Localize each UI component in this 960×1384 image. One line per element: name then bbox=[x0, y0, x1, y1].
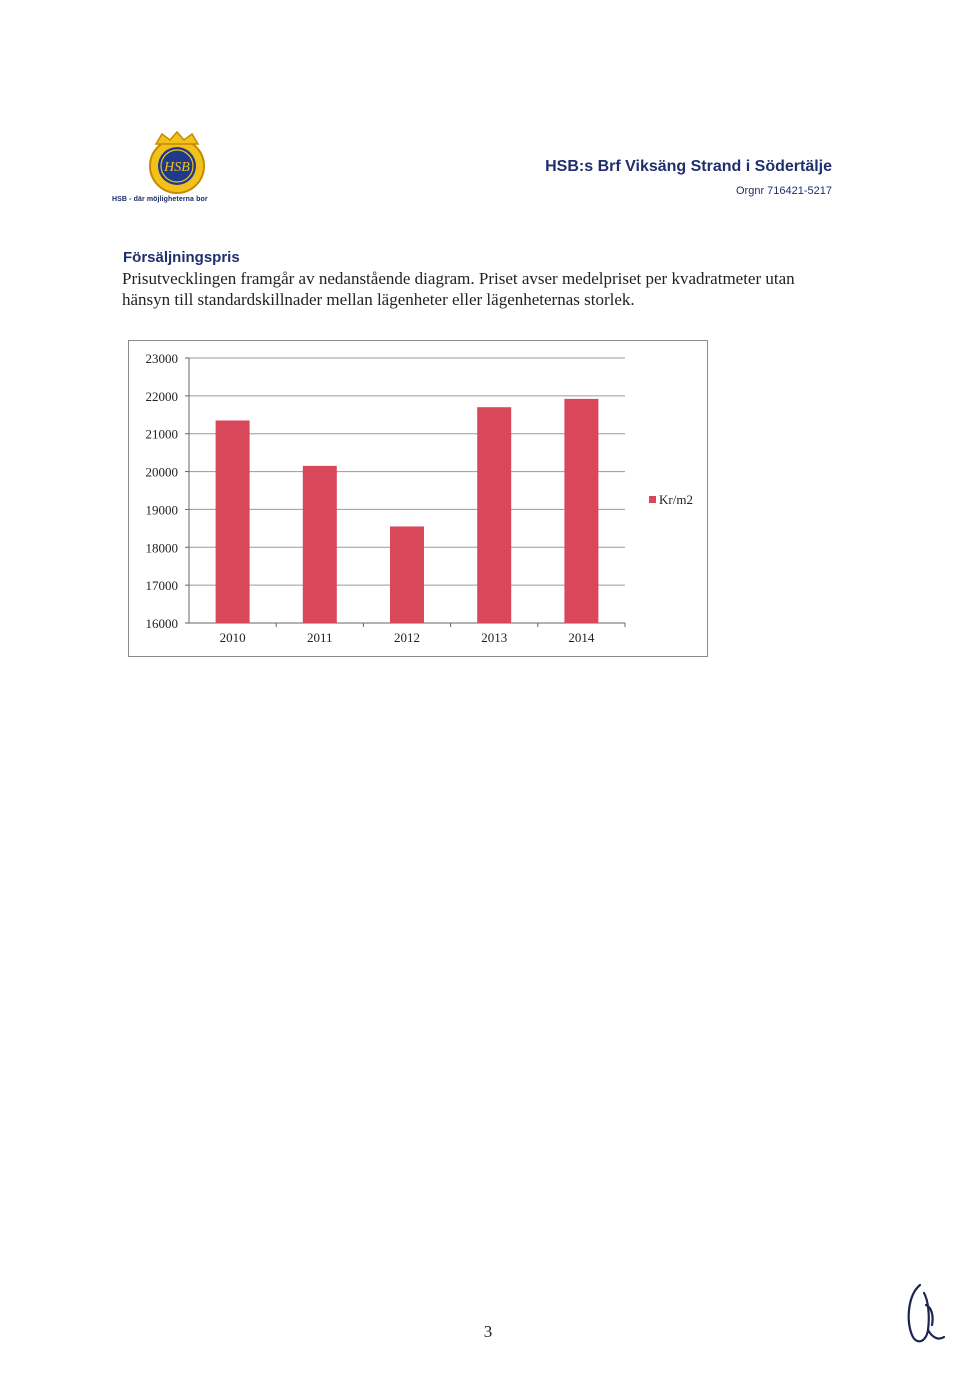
legend-label: Kr/m2 bbox=[659, 492, 693, 507]
organization-name: HSB:s Brf Viksäng Strand i Södertälje bbox=[545, 158, 832, 175]
y-tick-label: 23000 bbox=[145, 351, 178, 366]
x-tick-label: 2012 bbox=[394, 630, 420, 645]
x-tick-label: 2010 bbox=[219, 630, 246, 645]
legend-swatch bbox=[649, 496, 656, 503]
bar bbox=[477, 407, 511, 623]
hsb-logo bbox=[112, 130, 252, 212]
y-tick-label: 16000 bbox=[145, 616, 178, 631]
y-tick-label: 21000 bbox=[145, 426, 178, 442]
body-paragraph: Prisutvecklingen framgår av nedanstående diagram. Priset avser medelpriset per kvadratmeter utan hänsyn till standardskillnader mellan lägenheter eller lägenheternas storlek. bbox=[122, 269, 795, 309]
bar bbox=[216, 420, 250, 623]
bar bbox=[390, 526, 424, 623]
section-heading: Försäljningspris bbox=[123, 249, 240, 266]
logo-monogram: HSB bbox=[164, 160, 190, 175]
y-tick-label: 19000 bbox=[145, 502, 178, 518]
x-tick-label: 2011 bbox=[307, 630, 333, 645]
x-tick-label: 2014 bbox=[568, 630, 595, 645]
y-tick-label: 20000 bbox=[145, 464, 178, 480]
price-chart bbox=[128, 340, 708, 657]
chart-canvas bbox=[129, 341, 709, 658]
x-tick-label: 2013 bbox=[481, 630, 508, 645]
hsb-crest-icon bbox=[142, 130, 212, 194]
y-tick-label: 18000 bbox=[145, 540, 178, 556]
bar bbox=[303, 466, 337, 623]
logo-caption: HSB - där möjligheterna bor bbox=[112, 196, 208, 203]
signature-mark bbox=[898, 1275, 948, 1355]
bar bbox=[564, 399, 598, 623]
y-tick-label: 17000 bbox=[145, 578, 178, 594]
organization-number: Orgnr 716421-5217 bbox=[735, 185, 832, 197]
y-tick-label: 22000 bbox=[145, 388, 178, 404]
page-number: 3 bbox=[483, 1322, 493, 1341]
